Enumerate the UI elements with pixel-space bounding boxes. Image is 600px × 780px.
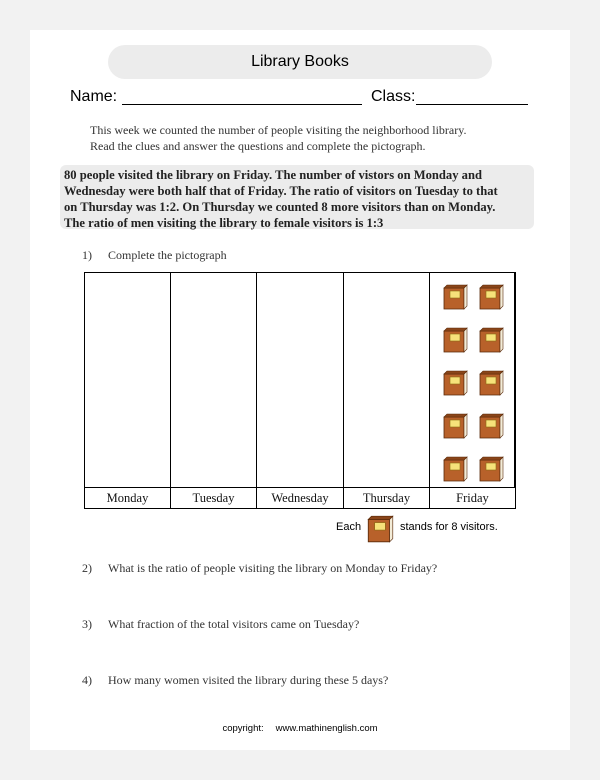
clue-line-4: The ratio of men visiting the library to female visitors is 1:3 bbox=[64, 216, 384, 230]
copyright-label: copyright: bbox=[222, 723, 264, 734]
key-prefix: Each bbox=[336, 521, 362, 533]
book-icon bbox=[476, 411, 506, 441]
pictograph-column-wednesday[interactable] bbox=[257, 273, 344, 487]
book-icon bbox=[440, 282, 470, 312]
copyright-footer bbox=[30, 723, 570, 734]
question-text: What is the ratio of people visiting the library on Monday to Friday? bbox=[108, 561, 438, 575]
intro-line-2: Read the clues and answer the questions and complete the pictograph. bbox=[90, 139, 426, 153]
day-label: Tuesday bbox=[171, 488, 257, 509]
class-blank-line[interactable] bbox=[416, 104, 528, 105]
question-number: 1) bbox=[82, 248, 92, 262]
clues-box bbox=[60, 165, 534, 229]
clue-line-3: on Thursday was 1:2. On Thursday we counted 8 more visitors than on Monday. bbox=[64, 200, 496, 214]
clue-line-2: Wednesday were both half that of Friday. The ratio of visitors on Tuesday to that bbox=[64, 184, 498, 198]
worksheet-title: Library Books bbox=[108, 45, 492, 79]
clue-line-1: 80 people visited the library on Friday. The number of vistors on Monday and bbox=[64, 168, 482, 182]
intro-line-1: This week we counted the number of people visiting the neighborhood library. bbox=[90, 123, 467, 137]
book-icon bbox=[440, 325, 470, 355]
day-label: Friday bbox=[456, 491, 489, 505]
intro-text bbox=[90, 122, 520, 154]
key-suffix: stands for 8 visitors. bbox=[400, 521, 498, 533]
book-icon bbox=[440, 411, 470, 441]
class-label: Class: bbox=[371, 88, 416, 105]
day-label: Thursday bbox=[344, 488, 430, 509]
name-label: Name: bbox=[70, 88, 118, 105]
question-number: 3) bbox=[82, 617, 92, 631]
pictograph-column-friday bbox=[430, 273, 515, 487]
name-blank-line[interactable] bbox=[122, 104, 362, 105]
pictograph-key bbox=[336, 513, 526, 545]
book-icon bbox=[440, 454, 470, 484]
name-class-row bbox=[70, 88, 530, 112]
worksheet-page bbox=[30, 30, 570, 750]
copyright-url[interactable]: www.mathinenglish.com bbox=[275, 723, 378, 734]
pictograph bbox=[84, 272, 516, 509]
day-label: Wednesday bbox=[257, 488, 344, 509]
question-number: 4) bbox=[82, 673, 92, 687]
book-icon bbox=[476, 282, 506, 312]
book-icon bbox=[476, 454, 506, 484]
question-number: 2) bbox=[82, 561, 92, 575]
pictograph-column-monday[interactable] bbox=[85, 273, 171, 487]
book-icon bbox=[440, 368, 470, 398]
pictograph-column-thursday[interactable] bbox=[344, 273, 430, 487]
day-label: Monday bbox=[85, 488, 171, 509]
question-text: Complete the pictograph bbox=[108, 248, 227, 262]
question-text: How many women visited the library during these 5 days? bbox=[108, 673, 389, 687]
pictograph-column-tuesday[interactable] bbox=[171, 273, 257, 487]
book-icon bbox=[476, 325, 506, 355]
book-icon bbox=[364, 513, 396, 545]
day-labels-row bbox=[85, 487, 515, 509]
question-text: What fraction of the total visitors came on Tuesday? bbox=[108, 617, 360, 631]
book-icon bbox=[476, 368, 506, 398]
